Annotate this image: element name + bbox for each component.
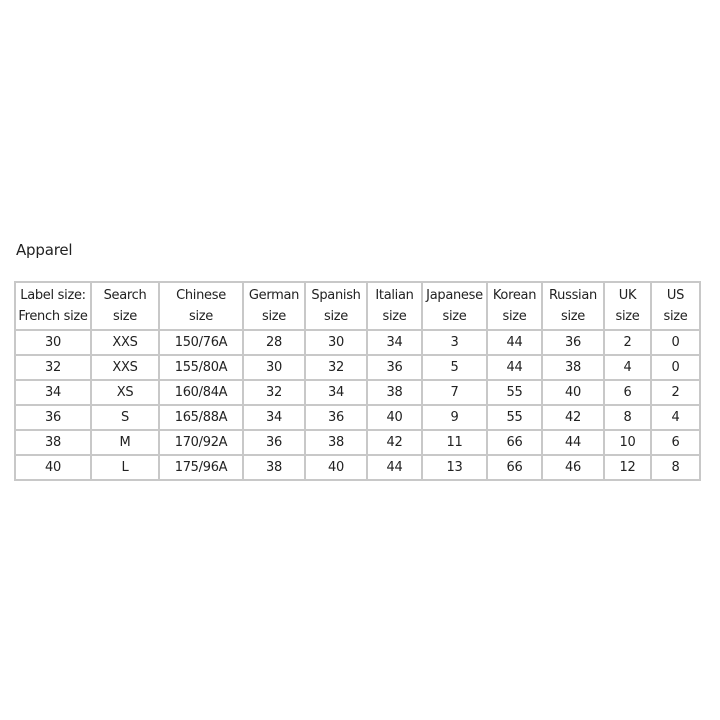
table-cell: S	[91, 405, 159, 430]
table-cell: 44	[367, 455, 422, 480]
table-cell: 32	[243, 380, 305, 405]
table-cell: 34	[305, 380, 367, 405]
table-cell: M	[91, 430, 159, 455]
table-cell: 36	[15, 405, 91, 430]
table-cell: 44	[487, 330, 542, 355]
section-title: Apparel	[16, 241, 73, 259]
col-header-italian-size: Italian size	[367, 282, 422, 330]
table-cell: 30	[243, 355, 305, 380]
col-header-spanish-size: Spanish size	[305, 282, 367, 330]
table-cell: 28	[243, 330, 305, 355]
size-chart-table	[14, 281, 701, 481]
table-cell: 3	[422, 330, 487, 355]
table-cell: 55	[487, 405, 542, 430]
table-cell: 13	[422, 455, 487, 480]
table-row	[15, 380, 700, 405]
table-cell: XXS	[91, 355, 159, 380]
table-cell: 38	[367, 380, 422, 405]
table-cell: 42	[367, 430, 422, 455]
table-cell: 6	[651, 430, 700, 455]
table-cell: 38	[305, 430, 367, 455]
table-cell: 4	[651, 405, 700, 430]
table-cell: 30	[305, 330, 367, 355]
table-cell: 165/88A	[159, 405, 243, 430]
table-cell: 38	[542, 355, 604, 380]
table-row-partial	[15, 455, 700, 480]
col-header-chinese-size: Chinese size	[159, 282, 243, 330]
table-cell: 2	[651, 380, 700, 405]
table-cell: 40	[305, 455, 367, 480]
table-cell: 10	[604, 430, 651, 455]
col-header-russian-size: Russian size	[542, 282, 604, 330]
table-cell: 9	[422, 405, 487, 430]
table-cell: 2	[604, 330, 651, 355]
col-header-label-size: Label size: French size	[15, 282, 91, 330]
table-cell: 38	[15, 430, 91, 455]
col-header-search-size: Search size	[91, 282, 159, 330]
table-cell: 55	[487, 380, 542, 405]
table-cell: 44	[487, 355, 542, 380]
table-cell: 0	[651, 355, 700, 380]
table-cell: 34	[367, 330, 422, 355]
header-row	[15, 282, 700, 330]
table-cell: 150/76A	[159, 330, 243, 355]
table-cell: 32	[305, 355, 367, 380]
table-cell: 36	[243, 430, 305, 455]
table-cell: 36	[305, 405, 367, 430]
table-cell: 34	[243, 405, 305, 430]
table-cell: 36	[367, 355, 422, 380]
table-cell: 38	[243, 455, 305, 480]
table-cell: 46	[542, 455, 604, 480]
table-cell: 42	[542, 405, 604, 430]
col-header-korean-size: Korean size	[487, 282, 542, 330]
table-cell: 34	[15, 380, 91, 405]
table-cell: 6	[604, 380, 651, 405]
table-cell: 8	[604, 405, 651, 430]
table-cell: L	[91, 455, 159, 480]
table-row	[15, 330, 700, 355]
col-header-german-size: German size	[243, 282, 305, 330]
table-cell: 7	[422, 380, 487, 405]
table-cell: XXS	[91, 330, 159, 355]
table-cell: 44	[542, 430, 604, 455]
table-cell: 66	[487, 430, 542, 455]
col-header-us-size: US size	[651, 282, 700, 330]
table-row	[15, 430, 700, 455]
table-cell: 11	[422, 430, 487, 455]
table-cell: 32	[15, 355, 91, 380]
table-cell: 30	[15, 330, 91, 355]
size-table-viewport[interactable]	[14, 281, 704, 481]
table-cell: 40	[15, 455, 91, 480]
table-cell: 155/80A	[159, 355, 243, 380]
col-header-uk-size: UK size	[604, 282, 651, 330]
table-row	[15, 355, 700, 380]
table-cell: 175/96A	[159, 455, 243, 480]
table-cell: 36	[542, 330, 604, 355]
table-row	[15, 405, 700, 430]
table-cell: 160/84A	[159, 380, 243, 405]
table-cell: 12	[604, 455, 651, 480]
table-cell: 170/92A	[159, 430, 243, 455]
table-cell: 5	[422, 355, 487, 380]
table-cell: 66	[487, 455, 542, 480]
table-cell: XS	[91, 380, 159, 405]
table-cell: 40	[367, 405, 422, 430]
table-cell: 40	[542, 380, 604, 405]
col-header-japanese-size: Japanese size	[422, 282, 487, 330]
table-cell: 0	[651, 330, 700, 355]
table-cell: 8	[651, 455, 700, 480]
table-cell: 4	[604, 355, 651, 380]
